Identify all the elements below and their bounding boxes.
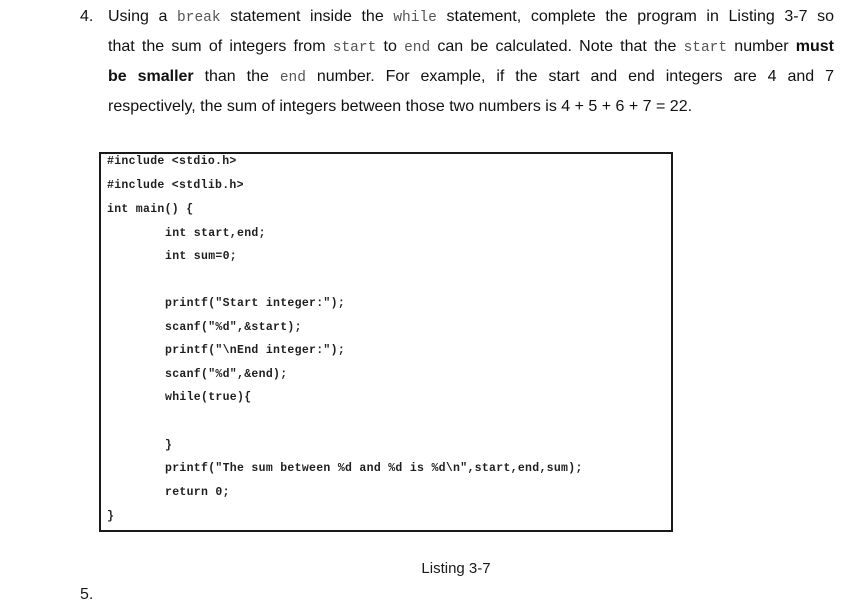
- next-question-number: 5.: [80, 586, 94, 603]
- code-variable-start: start: [683, 40, 728, 56]
- code-line: printf("\nEnd integer:");: [165, 344, 346, 357]
- question-number: 4.: [80, 8, 94, 25]
- code-keyword-break: break: [177, 10, 221, 26]
- code-line: scanf("%d",&start);: [165, 321, 302, 334]
- question-line-1: [108, 7, 834, 28]
- code-variable-end: end: [404, 40, 431, 56]
- text-span: number: [727, 38, 796, 55]
- text-span: can be calculated. Note that the: [430, 38, 684, 55]
- text-span: number. For example, if the start and end integers are 4 and 7: [305, 68, 835, 85]
- bold-text: be smaller: [108, 68, 194, 85]
- bold-text: must: [795, 38, 835, 55]
- code-keyword-while: while: [393, 10, 437, 26]
- code-line: int start,end;: [165, 227, 266, 240]
- code-line: return 0;: [165, 486, 230, 499]
- code-line: }: [165, 439, 173, 452]
- code-line: int main() {: [107, 203, 194, 216]
- question-line-3: [108, 67, 834, 88]
- code-line: printf("Start integer:");: [165, 297, 346, 310]
- text-span: that the sum of integers from: [108, 38, 333, 55]
- text-span: Using a: [108, 8, 178, 25]
- text-span: than the: [193, 68, 280, 85]
- question-line-2: [108, 37, 834, 58]
- listing-caption: Listing 3-7: [421, 560, 491, 577]
- code-line: printf("The sum between %d and %d is %d\n",start,end,sum);: [165, 462, 583, 475]
- code-line: scanf("%d",&end);: [165, 368, 288, 381]
- code-line: while(true){: [165, 391, 252, 404]
- code-variable-start: start: [332, 40, 377, 56]
- code-variable-end: end: [279, 70, 306, 86]
- code-line: #include <stdlib.h>: [107, 179, 244, 192]
- code-line: int sum=0;: [165, 250, 238, 263]
- question-line-4: respectively, the sum of integers between those two numbers is 4 + 5 + 6 + 7 = 22.: [108, 98, 693, 115]
- text-span: statement inside the: [220, 8, 394, 25]
- code-line: }: [107, 510, 115, 523]
- code-line: #include <stdio.h>: [107, 155, 237, 168]
- text-span: statement, complete the program in Listing 3-7 so: [436, 8, 835, 25]
- text-span: to: [376, 38, 405, 55]
